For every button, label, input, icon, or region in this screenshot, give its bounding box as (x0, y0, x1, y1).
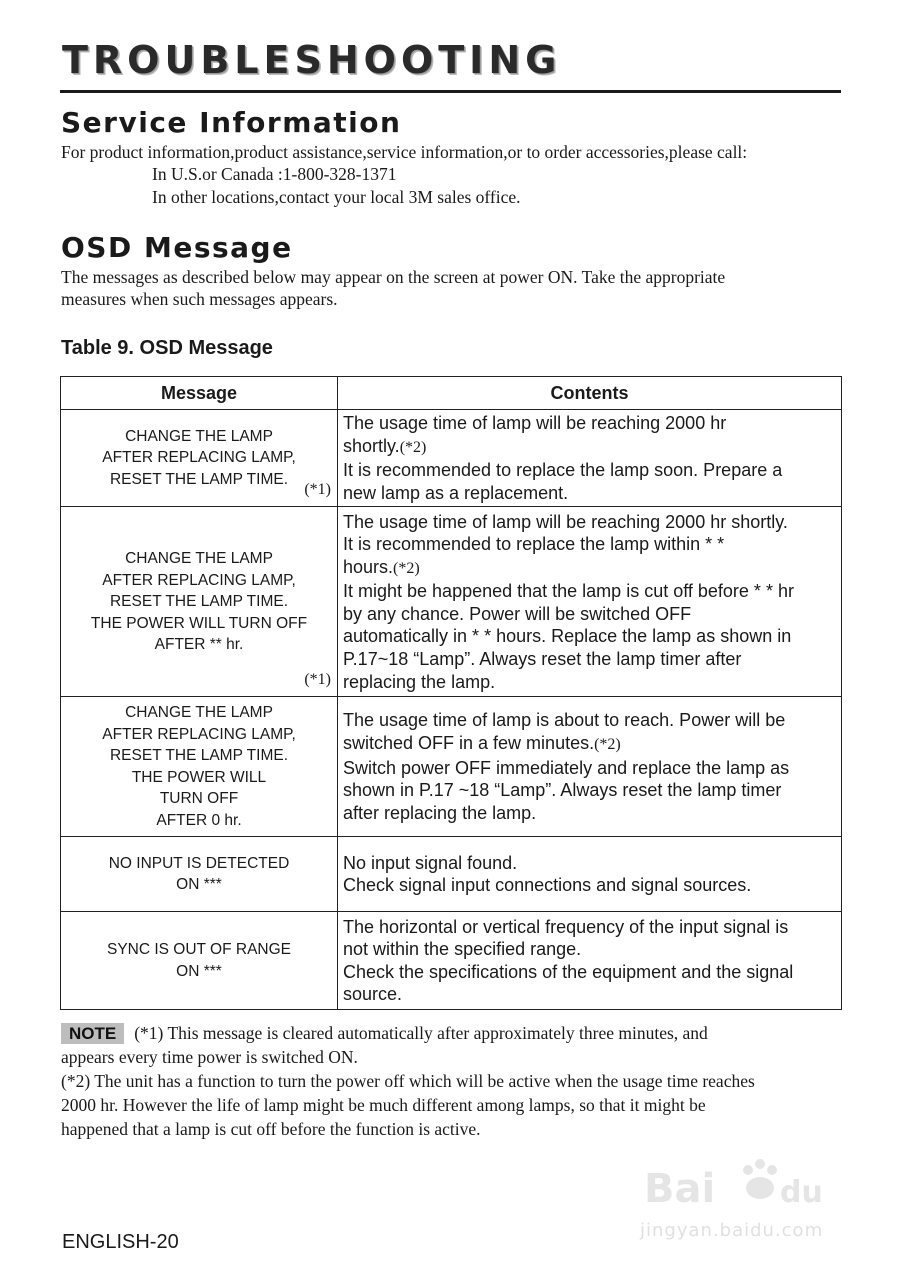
contents-line (343, 603, 837, 626)
message-line: AFTER REPLACING LAMP, (102, 449, 296, 467)
contents-text: No input signal found. (343, 852, 518, 873)
footnote-ref: (*1) (304, 480, 331, 498)
message-line: AFTER 0 hr. (156, 811, 242, 829)
message-line: RESET THE LAMP TIME. (109, 747, 288, 765)
column-header-message: Message (61, 377, 338, 410)
message-line: ON *** (176, 876, 222, 894)
contents-line (343, 533, 837, 556)
contents-line (343, 757, 837, 780)
message-line: THE POWER WILL TURN OFF (90, 614, 308, 632)
watermark-text: jingyan.baidu.com (640, 1220, 824, 1241)
contents-line (343, 709, 837, 732)
table-row (61, 410, 842, 507)
table-caption: Table 9. OSD Message (61, 337, 273, 359)
contents-line (343, 779, 837, 802)
contents-line (343, 648, 837, 671)
message-line: CHANGE THE LAMP (125, 427, 273, 445)
message-line: RESET THE LAMP TIME. (109, 593, 288, 611)
message-line: SYNC IS OUT OF RANGE (106, 941, 292, 959)
contents-text: The horizontal or vertical frequency of the input signal is (343, 916, 789, 937)
table-header-row (61, 377, 842, 410)
contents-line (343, 412, 837, 435)
contents-cell (338, 507, 842, 697)
contents-text: not within the specified range. (343, 939, 582, 960)
contents-text: Switch power OFF immediately and replace the lamp as (343, 757, 790, 778)
contents-text: switched OFF in a few minutes. (343, 732, 595, 753)
osd-message-table (60, 376, 842, 1010)
contents-line (343, 852, 837, 875)
contents-line (343, 671, 837, 694)
osd-message-heading: OSD Message (61, 231, 293, 264)
contents-text: after replacing the lamp. (343, 802, 537, 823)
contents-text: Check the specifications of the equipment and the signal (343, 961, 794, 982)
svg-text:Bai: Bai (644, 1166, 716, 1212)
message-line: ON *** (176, 962, 222, 980)
message-line: CHANGE THE LAMP (125, 550, 273, 568)
message-line: THE POWER WILL (131, 768, 267, 786)
contents-line (343, 511, 837, 534)
footnote-ref: (*1) (304, 670, 331, 688)
contents-line (343, 556, 837, 581)
message-line: AFTER ** hr. (154, 636, 244, 654)
contents-text: It is recommended to replace the lamp soon. Prepare a (343, 460, 783, 481)
note-line-2: appears every time power is switched ON. (61, 1047, 358, 1067)
contents-line (343, 938, 837, 961)
contents-cell (338, 410, 842, 507)
service-info-heading: Service Information (61, 106, 402, 139)
note-line-4: 2000 hr. However the life of lamp might be much different among lamps, so that it might be (61, 1095, 706, 1115)
contents-text: source. (343, 984, 403, 1005)
message-line: NO INPUT IS DETECTED (108, 854, 290, 872)
contents-text: by any chance. Power will be switched OFF (343, 603, 692, 624)
contents-line (343, 459, 837, 482)
note-line-1 (61, 1022, 708, 1045)
message-line: AFTER REPLACING LAMP, (102, 571, 296, 589)
contents-line (343, 916, 837, 939)
contents-line (343, 435, 837, 460)
contents-line (343, 482, 837, 505)
contents-text: Check signal input connections and signal sources. (343, 875, 752, 896)
title-rule (60, 90, 841, 93)
contents-line (343, 802, 837, 825)
message-cell (61, 697, 338, 837)
contents-text: automatically in * * hours. Replace the lamp as shown in (343, 626, 792, 647)
contents-text: hours. (343, 556, 394, 577)
footnote-ref: (*2) (393, 559, 420, 577)
contents-line (343, 625, 837, 648)
page-title: TROUBLESHOOTING (62, 38, 562, 82)
note-text-1: (*1) This message is cleared automatically after approximately three minutes, and (134, 1023, 708, 1043)
contents-text: new lamp as a replacement. (343, 482, 569, 503)
contents-text: It is recommended to replace the lamp within * * (343, 534, 725, 555)
message-cell (61, 912, 338, 1010)
table-row (61, 837, 842, 912)
contents-text: The usage time of lamp will be reaching 2000 hr shortly. (343, 511, 788, 532)
contents-cell (338, 697, 842, 837)
footnote-ref: (*2) (594, 735, 621, 753)
contents-line (343, 874, 837, 897)
baidu-watermark (640, 1150, 840, 1250)
osd-intro-line2: measures when such messages appears. (61, 289, 338, 309)
contents-line (343, 961, 837, 984)
contents-text: replacing the lamp. (343, 671, 496, 692)
table-row (61, 697, 842, 837)
message-cell (61, 410, 338, 507)
table-row (61, 912, 842, 1010)
message-line: TURN OFF (159, 790, 239, 808)
page-number: ENGLISH-20 (62, 1231, 179, 1253)
contents-text: It might be happened that the lamp is cut off before * * hr (343, 581, 794, 602)
contents-cell (338, 912, 842, 1010)
contents-line (343, 732, 837, 757)
footnote-ref: (*2) (399, 438, 427, 456)
service-other-locations: In other locations,contact your local 3M sales office. (152, 187, 521, 207)
baidu-paw-logo-icon (640, 1150, 840, 1220)
svg-text:du: du (780, 1175, 823, 1210)
note-line-5: happened that a lamp is cut off before the function is active. (61, 1119, 481, 1139)
contents-cell (338, 837, 842, 912)
contents-text: The usage time of lamp is about to reach. Power will be (343, 710, 786, 731)
table-row (61, 507, 842, 697)
contents-text: shortly. (343, 435, 400, 456)
message-cell (61, 837, 338, 912)
contents-line (343, 983, 837, 1006)
column-header-contents: Contents (338, 377, 842, 410)
message-line: AFTER REPLACING LAMP, (102, 725, 296, 743)
service-us-phone: In U.S.or Canada :1-800-328-1371 (152, 164, 397, 184)
contents-text: shown in P.17 ~18 “Lamp”. Always reset the lamp timer (343, 780, 782, 801)
contents-line (343, 580, 837, 603)
service-intro: For product information,product assistance,service information,or to order accessories,please call: (61, 142, 748, 162)
message-cell (61, 507, 338, 697)
contents-text: The usage time of lamp will be reaching 2000 hr (343, 413, 727, 433)
message-line: CHANGE THE LAMP (125, 704, 273, 722)
note-line-3: (*2) The unit has a function to turn the power off which will be active when the usage time reaches (61, 1071, 755, 1091)
note-badge: NOTE (61, 1023, 124, 1044)
osd-intro-line1: The messages as described below may appear on the screen at power ON. Take the appropriate (61, 267, 726, 287)
message-line: RESET THE LAMP TIME. (109, 470, 288, 488)
contents-text: P.17~18 “Lamp”. Always reset the lamp timer after (343, 649, 742, 670)
